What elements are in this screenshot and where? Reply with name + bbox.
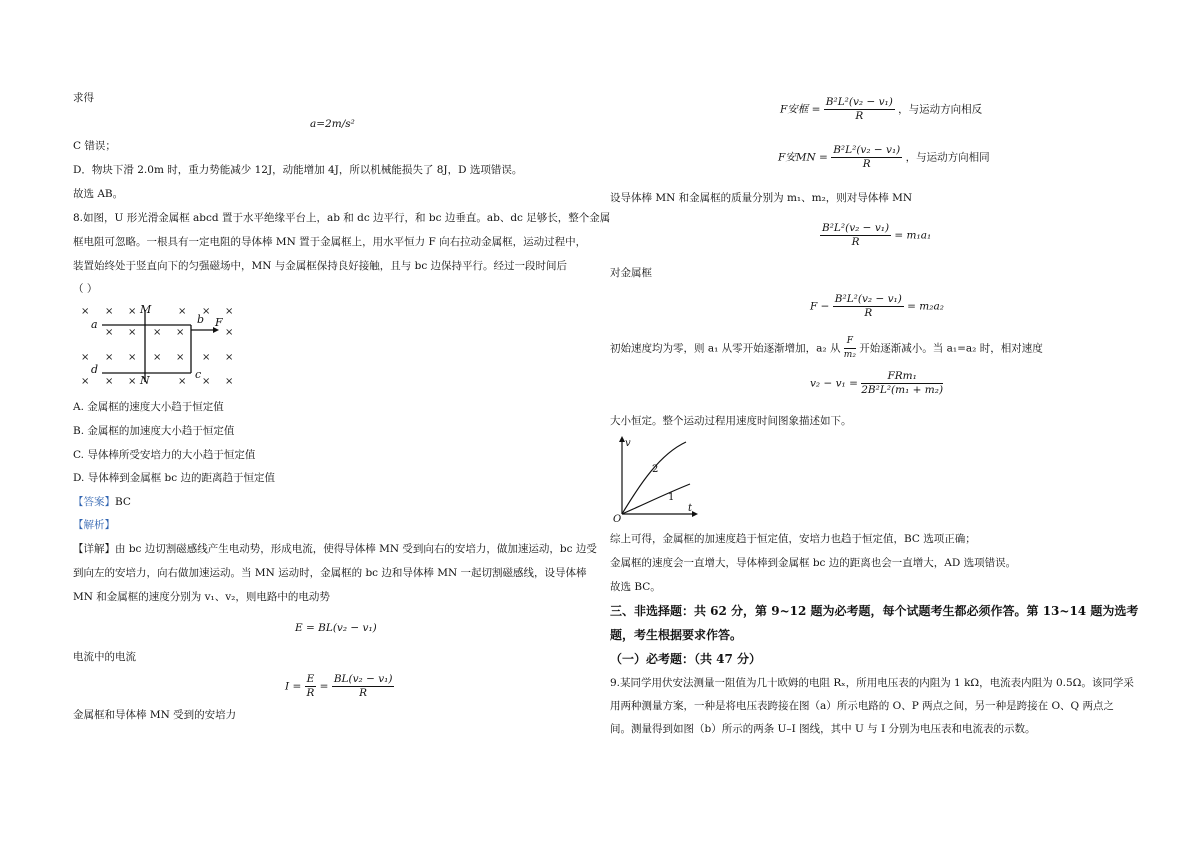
label-b: b xyxy=(197,313,205,326)
equation-rod-force: F安MN = $\frac{\text{B²L²(v₂ − v₁)}}{R}$ ，与运动方向相同 xyxy=(778,144,990,170)
option-b: B. 金属框的加速度大小趋于恒定值 xyxy=(73,425,235,437)
field-cross: × xyxy=(128,376,137,387)
equation-relative-velocity: v₂ − v₁ = $\frac{\text{FRm₁}}{\text{2B²L²(m₁ + m₂)}}$ xyxy=(810,370,944,396)
equation-rod-motion: $\frac{\text{B²L²(v₂ − v₁)}}{R}$ = m₁a₁ xyxy=(822,222,932,248)
option-d: D. 导体棒到金属框 bc 边的距离趋于恒定值 xyxy=(73,472,275,484)
field-cross: × xyxy=(105,306,114,317)
equation-emf: E = BL(v₂ − v₁) xyxy=(295,622,377,634)
label-F: F xyxy=(215,316,223,329)
text-line: 金属框和导体棒 MN 受到的安培力 xyxy=(73,709,237,721)
question-8-line: 8.如图，U 形光滑金属框 abcd 置于水平绝缘平台上，ab 和 dc 边平行，和 bc 边垂直。ab、dc 足够长，整个金属 xyxy=(73,212,611,224)
equation-current: I = $\frac{E}{R}$ = $\frac{\text{BL(v₂ − v₁)}}{R}$ xyxy=(285,673,393,699)
analysis-line: 【详解】由 bc 边切割磁感线产生电动势，形成电流，使得导体棒 MN 受到向右的安培力，做加速运动，bc 边受 xyxy=(73,543,597,555)
label-d: d xyxy=(91,363,99,376)
field-cross: × xyxy=(153,352,162,363)
text-line: 故选 BC。 xyxy=(610,581,661,593)
field-cross: × xyxy=(225,376,234,387)
field-cross: × xyxy=(202,376,211,387)
field-cross: × xyxy=(225,352,234,363)
text-line: 设导体棒 MN 和金属框的质量分别为 m₁、m₂，则对导体棒 MN xyxy=(610,192,913,204)
text-line: 对金属框 xyxy=(610,267,652,279)
axis-v-label: v xyxy=(625,438,631,449)
subsection-heading: （一）必考题：（共 47 分） xyxy=(610,652,762,666)
option-c: C. 导体棒所受安培力的大小趋于恒定值 xyxy=(73,449,256,461)
curve-label-1: 1 xyxy=(668,492,675,503)
label-a: a xyxy=(91,318,98,331)
section-heading: 题，考生根据要求作答。 xyxy=(610,628,743,642)
text-line: 求得 xyxy=(73,92,94,104)
label-N: N xyxy=(140,374,150,387)
text-line: D．物块下滑 2.0m 时，重力势能减少 12J，动能增加 4J，所以机械能损失了 8J，D 选项错误。 xyxy=(73,164,523,176)
option-a: A. 金属框的速度大小趋于恒定值 xyxy=(73,401,224,413)
field-cross: × xyxy=(81,306,90,317)
analysis-line: 到向左的安培力，向右做加速运动。当 MN 运动时，金属框的 bc 边和导体棒 MN 一起切割磁感线，设导体棒 xyxy=(73,567,587,579)
field-cross: × xyxy=(128,352,137,363)
field-cross: × xyxy=(225,327,234,338)
equation-frame-force: F安框 = $\frac{\text{B²L²(v₂ − v₁)}}{R}$ ，与运动方向相反 xyxy=(780,96,983,122)
equation-frame-motion: F − $\frac{\text{B²L²(v₂ − v₁)}}{R}$ = m₂a₂ xyxy=(810,293,944,319)
velocity-time-graph xyxy=(610,434,700,524)
curve-label-2: 2 xyxy=(652,464,659,475)
text-line: 初始速度均为零，则 a₁ 从零开始逐渐增加，a₂ 从 $\frac{F}{\text{m₂}}$ 开始逐渐减小。当 a₁=a₂ 时，相对速度 xyxy=(610,336,1043,360)
field-cross: × xyxy=(202,352,211,363)
field-cross: × xyxy=(81,376,90,387)
question-9-line: 9.某同学用伏安法测量一阻值为几十欧姆的电阻 Rₓ，所用电压表的内阻为 1 kΩ，电流表内阻为 0.5Ω。该同学采 xyxy=(610,677,1134,689)
field-cross: × xyxy=(105,352,114,363)
answer-tag: 【答案】 xyxy=(73,496,115,508)
question-8-line: 装置始终处于竖直向下的匀强磁场中，MN 与金属框保持良好接触，且与 bc 边保持平行。经过一段时间后 xyxy=(73,260,568,272)
section-heading: 三、非选择题：共 62 分，第 9~12 题为必考题，每个试题考生都必须作答。第 13~14 题为选考 xyxy=(610,604,1139,618)
label-M: M xyxy=(140,303,152,316)
label-c: c xyxy=(195,368,202,381)
equation-a: a=2m/s² xyxy=(310,118,355,130)
text-line: C 错误； xyxy=(73,140,116,152)
field-cross: × xyxy=(225,306,234,317)
text-line: 故选 AB。 xyxy=(73,188,124,200)
field-cross: × xyxy=(178,376,187,387)
axis-t-label: t xyxy=(688,503,693,514)
field-cross: × xyxy=(176,327,185,338)
field-cross: × xyxy=(153,327,162,338)
text-line: 金属框的速度会一直增大，导体棒到金属框 bc 边的距离也会一直增大，AD 选项错误。 xyxy=(610,557,1017,569)
text-line: 电流中的电流 xyxy=(73,651,136,663)
field-cross: × xyxy=(176,352,185,363)
field-cross: × xyxy=(105,376,114,387)
field-cross: × xyxy=(202,306,211,317)
question-8-line: 框电阻可忽略。一根具有一定电阻的导体棒 MN 置于金属框上，用水平恒力 F 向右拉动金属框，运动过程中， xyxy=(73,236,587,248)
text-line: 综上可得，金属框的加速度趋于恒定值，安培力也趋于恒定值，BC 选项正确； xyxy=(610,533,976,545)
question-9-line: 用两种测量方案，一种是将电压表跨接在图（a）所示电路的 O、P 两点之间，另一种是跨接在 O、Q 两点之 xyxy=(610,700,1114,712)
field-cross: × xyxy=(128,327,137,338)
field-cross: × xyxy=(105,327,114,338)
origin-label: O xyxy=(613,514,622,524)
analysis-line: MN 和金属框的速度分别为 v₁、v₂，则电路中的电动势 xyxy=(73,591,330,603)
question-9-line: 间。测量得到如图（b）所示的两条 U–I 图线，其中 U 与 I 分别为电压表和电流表的示数。 xyxy=(610,723,1036,735)
answer-value: BC xyxy=(115,496,131,508)
magnetic-field-figure xyxy=(73,300,243,390)
answer-line xyxy=(73,495,131,509)
field-cross: × xyxy=(81,352,90,363)
field-cross: × xyxy=(178,306,187,317)
text-line: 大小恒定。整个运动过程用速度时间图象描述如下。 xyxy=(610,415,852,427)
analysis-tag: 【解析】 xyxy=(73,519,115,531)
question-8-bracket: （ ） xyxy=(73,283,98,295)
field-cross: × xyxy=(128,306,137,317)
